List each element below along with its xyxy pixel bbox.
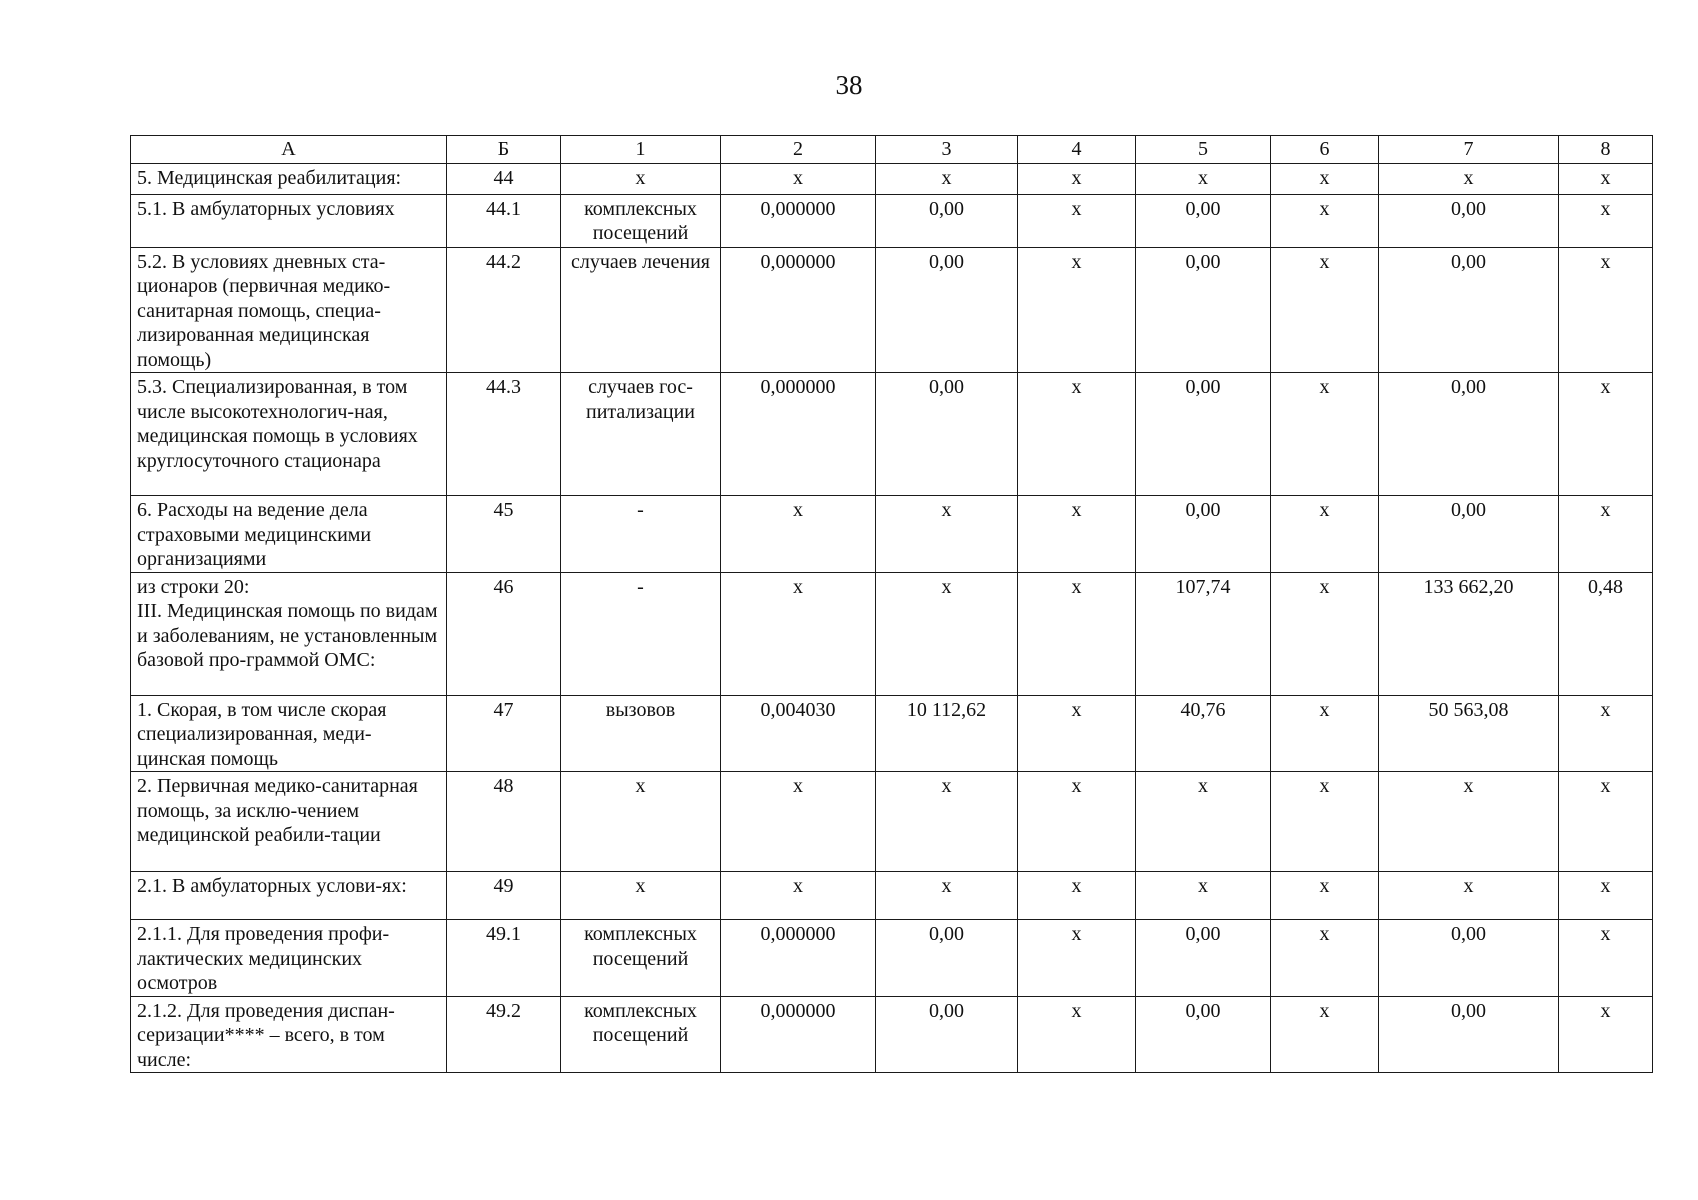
cell-row-code: 49.1 — [447, 920, 561, 997]
header-cell-5: 5 — [1136, 136, 1271, 164]
cell-col-6: х — [1271, 996, 1379, 1073]
table-row — [131, 695, 1653, 772]
cell-col-7: 50 563,08 — [1379, 695, 1559, 772]
cell-col-7: 0,00 — [1379, 920, 1559, 997]
header-cell-3: 3 — [876, 136, 1018, 164]
cell-col-5: 0,00 — [1136, 996, 1271, 1073]
cell-col-7: 133 662,20 — [1379, 572, 1559, 695]
cell-unit: комплексных посещений — [561, 996, 721, 1073]
table-row — [131, 772, 1653, 872]
table-row — [131, 247, 1653, 373]
cell-col-8: х — [1559, 996, 1653, 1073]
cell-col-4: х — [1018, 872, 1136, 920]
cell-col-2: х — [721, 872, 876, 920]
cell-col-5: х — [1136, 772, 1271, 872]
cell-description: 2. Первичная медико-санитарная помощь, за исклю-чением медицинской реабили-тации — [131, 772, 447, 872]
cell-col-2: 0,000000 — [721, 996, 876, 1073]
cell-col-6: х — [1271, 772, 1379, 872]
cell-col-2: х — [721, 572, 876, 695]
cell-row-code: 44.3 — [447, 373, 561, 496]
table-row — [131, 996, 1653, 1073]
cell-col-7: 0,00 — [1379, 194, 1559, 247]
cell-col-4: х — [1018, 572, 1136, 695]
cell-col-5: 107,74 — [1136, 572, 1271, 695]
cell-col-2: 0,000000 — [721, 194, 876, 247]
cell-unit: - — [561, 572, 721, 695]
cell-col-3: 10 112,62 — [876, 695, 1018, 772]
cell-unit: комплексных посещений — [561, 194, 721, 247]
cell-col-8: х — [1559, 247, 1653, 373]
cell-col-6: х — [1271, 872, 1379, 920]
cell-description: 2.1.2. Для проведения диспан-серизации**** – всего, в том числе: — [131, 996, 447, 1073]
cell-col-3: 0,00 — [876, 194, 1018, 247]
cell-col-2: х — [721, 772, 876, 872]
table-row — [131, 373, 1653, 496]
table-header-row — [131, 136, 1653, 164]
cell-col-5: х — [1136, 163, 1271, 194]
cell-description: 2.1.1. Для проведения профи-лактических медицинских осмотров — [131, 920, 447, 997]
header-cell-6: 6 — [1271, 136, 1379, 164]
cell-col-5: 0,00 — [1136, 920, 1271, 997]
data-table — [130, 135, 1653, 1073]
cell-description: из строки 20: III. Медицинская помощь по видам и заболеваниям, не установленным базовой про-граммой ОМС: — [131, 572, 447, 695]
cell-col-4: х — [1018, 772, 1136, 872]
cell-unit: х — [561, 772, 721, 872]
cell-unit: х — [561, 872, 721, 920]
cell-col-3: х — [876, 572, 1018, 695]
cell-col-8: х — [1559, 163, 1653, 194]
cell-col-7: х — [1379, 163, 1559, 194]
cell-description: 6. Расходы на ведение дела страховыми медицинскими организациями — [131, 496, 447, 573]
cell-col-5: 0,00 — [1136, 247, 1271, 373]
cell-unit: комплексных посещений — [561, 920, 721, 997]
page-number: 38 — [835, 70, 863, 100]
cell-description: 1. Скорая, в том числе скорая специализированная, меди-цинская помощь — [131, 695, 447, 772]
cell-col-8: х — [1559, 496, 1653, 573]
cell-col-3: 0,00 — [876, 373, 1018, 496]
cell-col-8: х — [1559, 920, 1653, 997]
cell-col-7: 0,00 — [1379, 247, 1559, 373]
table-row — [131, 872, 1653, 920]
cell-col-3: х — [876, 872, 1018, 920]
cell-row-code: 47 — [447, 695, 561, 772]
cell-row-code: 49.2 — [447, 996, 561, 1073]
table-row — [131, 920, 1653, 997]
cell-col-3: х — [876, 772, 1018, 872]
cell-col-5: 0,00 — [1136, 373, 1271, 496]
table-row — [131, 194, 1653, 247]
cell-unit: вызовов — [561, 695, 721, 772]
cell-unit: случаев лечения — [561, 247, 721, 373]
header-cell-4: 4 — [1018, 136, 1136, 164]
cell-col-3: 0,00 — [876, 920, 1018, 997]
cell-col-3: 0,00 — [876, 996, 1018, 1073]
cell-col-2: 0,000000 — [721, 920, 876, 997]
table-row — [131, 496, 1653, 573]
table-row — [131, 163, 1653, 194]
table-body — [131, 163, 1653, 1073]
cell-row-code: 48 — [447, 772, 561, 872]
table-row — [131, 572, 1653, 695]
cell-col-6: х — [1271, 247, 1379, 373]
cell-description: 2.1. В амбулаторных услови-ях: — [131, 872, 447, 920]
cell-col-3: х — [876, 496, 1018, 573]
cell-description: 5.3. Специализированная, в том числе высокотехнологич-ная, медицинская помощь в условиях круглосуточного стационара — [131, 373, 447, 496]
cell-col-2: 0,004030 — [721, 695, 876, 772]
cell-col-4: х — [1018, 247, 1136, 373]
cell-row-code: 46 — [447, 572, 561, 695]
cell-col-6: х — [1271, 695, 1379, 772]
cell-unit: случаев гос-питализации — [561, 373, 721, 496]
header-cell-b: Б — [447, 136, 561, 164]
cell-col-8: х — [1559, 373, 1653, 496]
cell-col-6: х — [1271, 496, 1379, 573]
cell-col-4: х — [1018, 695, 1136, 772]
header-cell-1: 1 — [561, 136, 721, 164]
cell-description: 5.1. В амбулаторных условиях — [131, 194, 447, 247]
header-cell-8: 8 — [1559, 136, 1653, 164]
cell-col-3: х — [876, 163, 1018, 194]
header-cell-2: 2 — [721, 136, 876, 164]
cell-row-code: 44.1 — [447, 194, 561, 247]
cell-col-8: х — [1559, 872, 1653, 920]
cell-row-code: 49 — [447, 872, 561, 920]
header-cell-7: 7 — [1379, 136, 1559, 164]
cell-col-7: 0,00 — [1379, 496, 1559, 573]
cell-col-6: х — [1271, 373, 1379, 496]
cell-col-4: х — [1018, 920, 1136, 997]
cell-col-6: х — [1271, 572, 1379, 695]
cell-col-5: 40,76 — [1136, 695, 1271, 772]
cell-col-8: х — [1559, 194, 1653, 247]
cell-col-6: х — [1271, 163, 1379, 194]
cell-description: 5.2. В условиях дневных ста-ционаров (первичная медико-санитарная помощь, специа-лизированная медицинская помощь) — [131, 247, 447, 373]
cell-col-6: х — [1271, 194, 1379, 247]
header-cell-a: А — [131, 136, 447, 164]
cell-col-2: х — [721, 163, 876, 194]
cell-unit: х — [561, 163, 721, 194]
cell-row-code: 44.2 — [447, 247, 561, 373]
cell-unit: - — [561, 496, 721, 573]
cell-col-7: 0,00 — [1379, 996, 1559, 1073]
cell-col-4: х — [1018, 373, 1136, 496]
cell-col-3: 0,00 — [876, 247, 1018, 373]
cell-col-5: 0,00 — [1136, 496, 1271, 573]
cell-col-7: 0,00 — [1379, 373, 1559, 496]
cell-col-7: х — [1379, 772, 1559, 872]
cell-col-2: 0,000000 — [721, 373, 876, 496]
cell-row-code: 44 — [447, 163, 561, 194]
cell-col-4: х — [1018, 163, 1136, 194]
cell-col-8: х — [1559, 772, 1653, 872]
cell-description: 5. Медицинская реабилитация: — [131, 163, 447, 194]
cell-col-5: 0,00 — [1136, 194, 1271, 247]
cell-col-8: х — [1559, 695, 1653, 772]
cell-row-code: 45 — [447, 496, 561, 573]
cell-col-7: х — [1379, 872, 1559, 920]
cell-col-4: х — [1018, 996, 1136, 1073]
cell-col-2: 0,000000 — [721, 247, 876, 373]
cell-col-8: 0,48 — [1559, 572, 1653, 695]
cell-col-2: х — [721, 496, 876, 573]
cell-col-6: х — [1271, 920, 1379, 997]
cell-col-5: х — [1136, 872, 1271, 920]
cell-col-4: х — [1018, 496, 1136, 573]
cell-col-4: х — [1018, 194, 1136, 247]
